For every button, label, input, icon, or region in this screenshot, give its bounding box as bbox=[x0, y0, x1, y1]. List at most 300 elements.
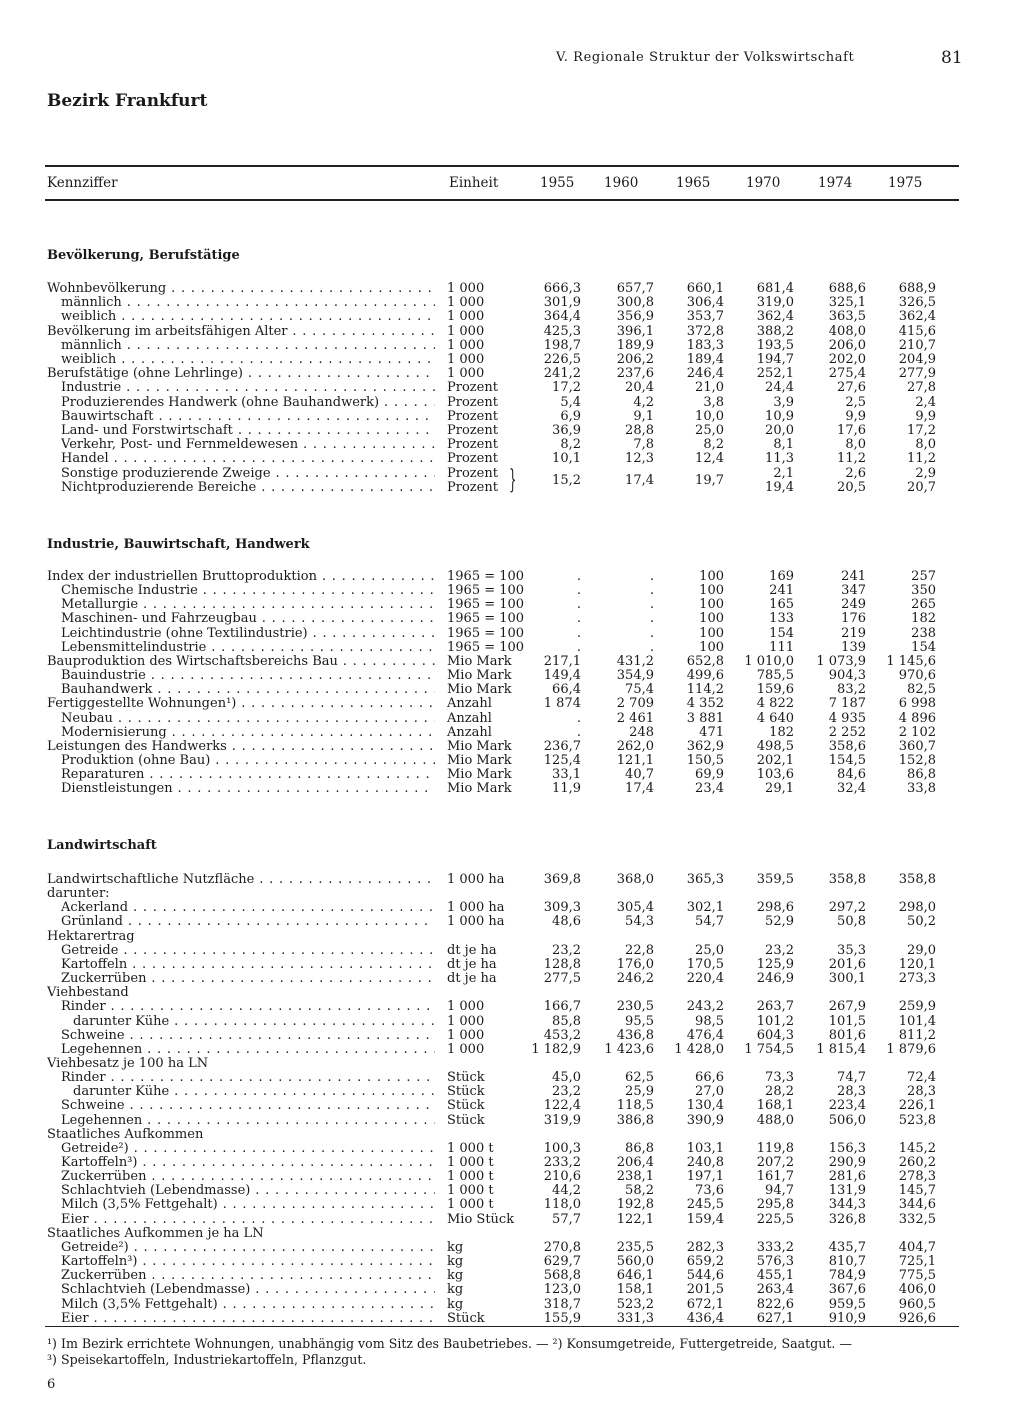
table-cell: 86,8 bbox=[625, 1140, 654, 1156]
merged-value: 17,4 bbox=[625, 473, 654, 488]
row-unit: 1 000 bbox=[447, 295, 485, 311]
row-label: Leistungen des Handwerks . . . bbox=[47, 740, 435, 754]
table-cell: 415,6 bbox=[898, 323, 936, 339]
table-cell: 681,4 bbox=[756, 281, 794, 296]
table-row bbox=[0, 972, 1024, 986]
table-row bbox=[0, 396, 1024, 410]
table-row bbox=[0, 325, 1024, 339]
table-cell: 970,6 bbox=[898, 668, 936, 684]
row-label: Zuckerrüben . . . bbox=[61, 972, 435, 986]
table-cell: 568,8 bbox=[543, 1268, 581, 1284]
table-cell: 100 bbox=[699, 597, 724, 613]
table-cell: . bbox=[576, 569, 581, 584]
footnote-line: ³) Speisekartoffeln, Industriekartoffeln, Pflanzgut. bbox=[47, 1352, 367, 1367]
row-unit: Mio Mark bbox=[447, 738, 512, 754]
table-cell: 301,9 bbox=[543, 295, 581, 311]
row-label: Modernisierung . . . bbox=[61, 726, 435, 740]
table-cell: 159,4 bbox=[686, 1211, 724, 1227]
row-unit: 1965 = 100 bbox=[447, 625, 525, 641]
table-cell: 83,2 bbox=[837, 682, 866, 698]
table-row bbox=[0, 612, 1024, 626]
table-cell: 4 352 bbox=[686, 696, 724, 712]
table-cell: 388,2 bbox=[756, 323, 794, 339]
row-unit: Mio Mark bbox=[447, 767, 512, 783]
table-cell: 1 010,0 bbox=[744, 653, 794, 669]
table-cell: 155,9 bbox=[543, 1310, 581, 1326]
table-row bbox=[0, 1198, 1024, 1212]
table-cell: 408,0 bbox=[828, 323, 866, 339]
table-cell: 74,7 bbox=[837, 1070, 866, 1086]
table-cell: 259,9 bbox=[898, 999, 936, 1015]
table-cell: 275,4 bbox=[828, 366, 866, 382]
table-cell: 230,5 bbox=[616, 999, 654, 1015]
table-cell: 193,5 bbox=[756, 337, 794, 353]
column-header-year: 1975 bbox=[888, 175, 923, 191]
table-cell: 237,6 bbox=[616, 366, 654, 382]
table-cell: 210,7 bbox=[898, 337, 936, 353]
table-cell: 217,1 bbox=[543, 653, 581, 669]
row-unit: 1 000 bbox=[447, 281, 485, 296]
row-unit: kg bbox=[447, 1239, 464, 1255]
table-cell: 170,5 bbox=[686, 956, 724, 972]
row-label: Eier . . . bbox=[61, 1213, 435, 1227]
table-cell: 1 423,6 bbox=[604, 1041, 654, 1057]
table-row bbox=[0, 726, 1024, 740]
table-row bbox=[0, 1227, 1024, 1241]
table-cell: 24,4 bbox=[765, 380, 794, 396]
table-cell: 306,4 bbox=[686, 295, 724, 311]
table-cell: 100 bbox=[699, 625, 724, 641]
row-unit: dt je ha bbox=[447, 971, 497, 987]
row-label: Bauproduktion des Wirtschaftsbereichs Bau . . . bbox=[47, 655, 435, 669]
table-cell: 309,3 bbox=[543, 900, 581, 916]
table-cell: 811,2 bbox=[898, 1027, 936, 1043]
table-cell: 118,5 bbox=[616, 1098, 654, 1114]
row-label: Berufstätige (ohne Lehrlinge) . . . bbox=[47, 367, 435, 381]
table-cell: . bbox=[576, 597, 581, 613]
signature-mark: 6 bbox=[47, 1377, 56, 1392]
table-row bbox=[0, 655, 1024, 669]
row-unit: 1 000 bbox=[447, 999, 485, 1015]
table-cell: 2 252 bbox=[828, 724, 866, 740]
table-cell: 241 bbox=[841, 569, 866, 584]
table-row bbox=[0, 712, 1024, 726]
table-cell: 241,2 bbox=[543, 366, 581, 382]
table-cell: 12,3 bbox=[625, 451, 654, 467]
table-cell: 2 461 bbox=[616, 710, 654, 726]
table-cell: 82,5 bbox=[907, 682, 936, 698]
row-label: Rinder . . . bbox=[61, 1071, 435, 1085]
table-cell: 125,4 bbox=[543, 752, 581, 768]
row-label: darunter Kühe . . . bbox=[73, 1015, 435, 1029]
table-cell: 85,8 bbox=[552, 1013, 581, 1029]
table-cell: 8,0 bbox=[915, 437, 936, 453]
row-label: Land- und Forstwirtschaft . . . bbox=[61, 424, 435, 438]
table-cell: 2,6 bbox=[845, 465, 866, 481]
table-cell: 300,1 bbox=[828, 971, 866, 987]
table-cell: 319,9 bbox=[543, 1112, 581, 1128]
table-cell: 326,8 bbox=[828, 1211, 866, 1227]
table-cell: 404,7 bbox=[898, 1239, 936, 1255]
row-unit: 1 000 bbox=[447, 352, 485, 367]
table-cell: 471 bbox=[699, 724, 724, 740]
row-label: Schlachtvieh (Lebendmasse) . . . bbox=[61, 1283, 435, 1297]
row-label: Industrie . . . bbox=[61, 381, 435, 395]
table-cell: . bbox=[576, 625, 581, 641]
table-cell: 576,3 bbox=[756, 1254, 794, 1270]
table-cell: 498,5 bbox=[756, 738, 794, 754]
row-label: Getreide . . . bbox=[61, 944, 435, 958]
row-label: Bauhandwerk . . . bbox=[61, 683, 435, 697]
table-cell: 17,2 bbox=[552, 380, 581, 396]
row-label: Rinder . . . bbox=[61, 1000, 435, 1014]
table-cell: 11,3 bbox=[765, 451, 794, 467]
row-unit: Stück bbox=[447, 1310, 485, 1326]
table-cell: 1 815,4 bbox=[816, 1041, 866, 1057]
table-cell: 362,4 bbox=[756, 309, 794, 325]
table-cell: 128,8 bbox=[543, 956, 581, 972]
row-unit: Prozent bbox=[447, 380, 498, 396]
table-cell: 436,8 bbox=[616, 1027, 654, 1043]
table-cell: 4 822 bbox=[756, 696, 794, 712]
table-cell: 119,8 bbox=[756, 1140, 794, 1156]
table-row bbox=[0, 958, 1024, 972]
row-label: Kartoffeln³) . . . bbox=[61, 1156, 435, 1170]
table-row bbox=[0, 1114, 1024, 1128]
table-cell: 131,9 bbox=[828, 1183, 866, 1199]
table-cell: . bbox=[649, 583, 654, 599]
table-cell: 359,5 bbox=[756, 872, 794, 887]
row-unit: Anzahl bbox=[447, 696, 492, 712]
table-row bbox=[0, 381, 1024, 395]
table-row bbox=[0, 598, 1024, 612]
table-row bbox=[0, 1085, 1024, 1099]
merge-brace: } bbox=[509, 465, 517, 495]
table-cell: 354,9 bbox=[616, 668, 654, 684]
table-cell: 114,2 bbox=[686, 682, 724, 698]
row-unit: 1 000 bbox=[447, 309, 485, 325]
table-cell: 206,2 bbox=[616, 352, 654, 367]
table-cell: 23,2 bbox=[552, 1084, 581, 1100]
table-row bbox=[0, 1015, 1024, 1029]
table-cell: 20,0 bbox=[765, 423, 794, 438]
table-cell: 235,5 bbox=[616, 1239, 654, 1255]
table-cell: 17,4 bbox=[625, 781, 654, 797]
row-label: männlich . . . bbox=[61, 339, 435, 353]
table-cell: 189,9 bbox=[616, 337, 654, 353]
table-cell: 145,7 bbox=[898, 1183, 936, 1199]
table-cell: 66,4 bbox=[552, 682, 581, 698]
table-row bbox=[0, 1057, 1024, 1071]
table-cell: . bbox=[576, 724, 581, 740]
table-cell: 33,8 bbox=[907, 781, 936, 797]
table-cell: 206,0 bbox=[828, 337, 866, 353]
row-label: Eier . . . bbox=[61, 1312, 435, 1326]
table-cell: 544,6 bbox=[686, 1268, 724, 1284]
table-cell: 281,6 bbox=[828, 1169, 866, 1185]
table-cell: 219 bbox=[841, 625, 866, 641]
row-unit: Prozent bbox=[447, 423, 498, 438]
table-cell: 20,7 bbox=[907, 479, 936, 495]
table-cell: 189,4 bbox=[686, 352, 724, 367]
chapter-header: V. Regionale Struktur der Volkswirtschaft bbox=[556, 50, 855, 65]
table-cell: 166,7 bbox=[543, 999, 581, 1015]
table-cell: 182 bbox=[911, 611, 936, 627]
table-cell: 23,2 bbox=[765, 942, 794, 958]
table-cell: 32,4 bbox=[837, 781, 866, 797]
table-cell: 3 881 bbox=[686, 710, 724, 726]
row-unit: 1 000 bbox=[447, 1013, 485, 1029]
table-cell: 204,9 bbox=[898, 352, 936, 367]
table-cell: 1 182,9 bbox=[531, 1041, 581, 1057]
table-cell: 801,6 bbox=[828, 1027, 866, 1043]
row-label: Kartoffeln . . . bbox=[61, 958, 435, 972]
table-cell: 295,8 bbox=[756, 1197, 794, 1213]
table-cell: 488,0 bbox=[756, 1112, 794, 1128]
table-cell: 8,2 bbox=[703, 437, 724, 453]
table-cell: 201,5 bbox=[686, 1282, 724, 1298]
merged-value: 19,7 bbox=[695, 473, 724, 488]
table-cell: 27,0 bbox=[695, 1084, 724, 1100]
table-cell: 1 428,0 bbox=[674, 1041, 724, 1057]
table-row bbox=[0, 901, 1024, 915]
table-cell: 54,3 bbox=[625, 914, 654, 930]
table-cell: 435,7 bbox=[828, 1239, 866, 1255]
row-unit: 1965 = 100 bbox=[447, 569, 525, 584]
footnote-line: ¹) Im Bezirk errichtete Wohnungen, unabhängig vom Sitz des Baubetriebes. — ²) Konsumgetreide, Futtergetreide, Saatgut. — bbox=[47, 1336, 852, 1351]
table-cell: 73,6 bbox=[695, 1183, 724, 1199]
table-cell: 368,0 bbox=[616, 872, 654, 887]
table-row bbox=[0, 282, 1024, 296]
row-label: Legehennen . . . bbox=[61, 1043, 435, 1057]
column-header-year: 1970 bbox=[746, 175, 781, 191]
footnotes bbox=[47, 1336, 967, 1368]
row-unit: 1 000 bbox=[447, 323, 485, 339]
table-cell: 358,6 bbox=[828, 738, 866, 754]
table-cell: 358,8 bbox=[828, 872, 866, 887]
section-title: Industrie, Bauwirtschaft, Handwerk bbox=[47, 537, 310, 552]
merged-value: 15,2 bbox=[552, 473, 581, 488]
table-cell: 302,1 bbox=[686, 900, 724, 916]
table-cell: 121,1 bbox=[616, 752, 654, 768]
table-cell: 499,6 bbox=[686, 668, 724, 684]
table-cell: 23,4 bbox=[695, 781, 724, 797]
table-cell: 11,2 bbox=[837, 451, 866, 467]
row-label: Schlachtvieh (Lebendmasse) . . . bbox=[61, 1184, 435, 1198]
table-cell: 10,0 bbox=[695, 408, 724, 424]
table-row bbox=[0, 768, 1024, 782]
table-cell: 356,9 bbox=[616, 309, 654, 325]
table-cell: 8,2 bbox=[560, 437, 581, 453]
row-label: Verkehr, Post- und Fernmeldewesen . . . bbox=[61, 438, 435, 452]
row-unit: 1 000 bbox=[447, 366, 485, 382]
row-unit: 1 000 t bbox=[447, 1183, 494, 1199]
table-cell: 672,1 bbox=[686, 1296, 724, 1312]
table-cell: 17,2 bbox=[907, 423, 936, 438]
column-header-kennziffer: Kennziffer bbox=[47, 175, 118, 191]
table-cell: 25,9 bbox=[625, 1084, 654, 1100]
table-cell: . bbox=[649, 639, 654, 655]
table-cell: 139 bbox=[841, 639, 866, 655]
table-cell: 523,8 bbox=[898, 1112, 936, 1128]
table-cell: 238,1 bbox=[616, 1169, 654, 1185]
row-unit: Mio Mark bbox=[447, 682, 512, 698]
table-cell: 75,4 bbox=[625, 682, 654, 698]
table-row bbox=[0, 944, 1024, 958]
table-cell: 362,4 bbox=[898, 309, 936, 325]
table-cell: 9,9 bbox=[915, 408, 936, 424]
table-cell: 627,1 bbox=[756, 1310, 794, 1326]
row-unit: Prozent bbox=[447, 479, 498, 495]
table-cell: 6 998 bbox=[898, 696, 936, 712]
table-cell: 353,7 bbox=[686, 309, 724, 325]
table-cell: 133 bbox=[769, 611, 794, 627]
table-cell: 252,1 bbox=[756, 366, 794, 382]
table-cell: 657,7 bbox=[616, 281, 654, 296]
table-cell: 44,2 bbox=[552, 1183, 581, 1199]
table-cell: 202,0 bbox=[828, 352, 866, 367]
table-cell: 118,0 bbox=[543, 1197, 581, 1213]
table-cell: 176,0 bbox=[616, 956, 654, 972]
table-cell: 406,0 bbox=[898, 1282, 936, 1298]
table-cell: 246,4 bbox=[686, 366, 724, 382]
table-cell: 169 bbox=[769, 569, 794, 584]
table-cell: 207,2 bbox=[756, 1155, 794, 1170]
row-label: Bauwirtschaft . . . bbox=[61, 410, 435, 424]
row-unit: Stück bbox=[447, 1112, 485, 1128]
column-header-year: 1965 bbox=[676, 175, 711, 191]
table-cell: 10,9 bbox=[765, 408, 794, 424]
table-cell: 246,9 bbox=[756, 971, 794, 987]
table-cell: 23,2 bbox=[552, 942, 581, 958]
table-cell: 263,4 bbox=[756, 1282, 794, 1298]
table-cell: . bbox=[576, 611, 581, 627]
row-label: Landwirtschaftliche Nutzfläche . . . bbox=[47, 873, 435, 887]
table-cell: 29,0 bbox=[907, 942, 936, 958]
table-cell: 278,3 bbox=[898, 1169, 936, 1185]
table-row bbox=[0, 310, 1024, 324]
table-cell: 646,1 bbox=[616, 1268, 654, 1284]
table-cell: 2 102 bbox=[898, 724, 936, 740]
row-label: Handel . . . bbox=[61, 452, 435, 466]
table-cell: 201,6 bbox=[828, 956, 866, 972]
table-cell: 152,8 bbox=[898, 752, 936, 768]
table-cell: 27,8 bbox=[907, 380, 936, 396]
table-cell: 156,3 bbox=[828, 1140, 866, 1156]
table-cell: 226,5 bbox=[543, 352, 581, 367]
table-cell: 246,2 bbox=[616, 971, 654, 987]
table-cell: 100 bbox=[699, 611, 724, 627]
row-label: Fertiggestellte Wohnungen¹) . . . bbox=[47, 697, 435, 711]
table-cell: 12,4 bbox=[695, 451, 724, 467]
table-cell: 784,9 bbox=[828, 1268, 866, 1284]
table-cell: 277,5 bbox=[543, 971, 581, 987]
row-label: Legehennen . . . bbox=[61, 1114, 435, 1128]
table-cell: 6,9 bbox=[560, 408, 581, 424]
table-cell: 2,4 bbox=[915, 394, 936, 410]
page-title: Bezirk Frankfurt bbox=[47, 91, 208, 111]
table-row bbox=[0, 1213, 1024, 1227]
table-cell: 241 bbox=[769, 583, 794, 599]
table-row bbox=[0, 1283, 1024, 1297]
table-cell: 386,8 bbox=[616, 1112, 654, 1128]
row-label: Neubau . . . bbox=[61, 712, 435, 726]
row-unit: Stück bbox=[447, 1098, 485, 1114]
table-cell: 176 bbox=[841, 611, 866, 627]
row-unit: 1965 = 100 bbox=[447, 597, 525, 613]
table-cell: 688,6 bbox=[828, 281, 866, 296]
table-cell: 238 bbox=[911, 625, 936, 641]
table-cell: 363,5 bbox=[828, 309, 866, 325]
row-unit: 1 000 bbox=[447, 337, 485, 353]
row-label: Index der industriellen Bruttoproduktion . . . bbox=[47, 570, 435, 584]
page-number: 81 bbox=[941, 48, 963, 68]
table-row bbox=[0, 669, 1024, 683]
table-cell: 100 bbox=[699, 639, 724, 655]
table-cell: 154 bbox=[911, 639, 936, 655]
table-cell: 810,7 bbox=[828, 1254, 866, 1270]
table-cell: 210,6 bbox=[543, 1169, 581, 1185]
row-label: Sonstige produzierende Zweige . . . bbox=[61, 467, 435, 481]
row-unit: Prozent bbox=[447, 394, 498, 410]
table-cell: 960,5 bbox=[898, 1296, 936, 1312]
table-cell: 145,2 bbox=[898, 1140, 936, 1156]
table-cell: 20,4 bbox=[625, 380, 654, 396]
row-label: Viehbesatz je 100 ha LN bbox=[47, 1056, 209, 1071]
table-row bbox=[0, 683, 1024, 697]
table-cell: 52,9 bbox=[765, 914, 794, 930]
row-label: Lebensmittelindustrie . . . bbox=[61, 641, 435, 655]
row-unit: kg bbox=[447, 1268, 464, 1284]
table-row bbox=[0, 986, 1024, 1000]
table-cell: . bbox=[649, 569, 654, 584]
table-cell: 223,4 bbox=[828, 1098, 866, 1114]
table-cell: 197,1 bbox=[686, 1169, 724, 1185]
row-unit: Prozent bbox=[447, 437, 498, 453]
table-cell: 103,6 bbox=[756, 767, 794, 783]
table-cell: 58,2 bbox=[625, 1183, 654, 1199]
table-cell: 17,6 bbox=[837, 423, 866, 438]
row-unit: Stück bbox=[447, 1084, 485, 1100]
table-cell: 28,8 bbox=[625, 423, 654, 438]
table-cell: 226,1 bbox=[898, 1098, 936, 1114]
table-cell: 282,3 bbox=[686, 1239, 724, 1255]
table-cell: 11,9 bbox=[552, 781, 581, 797]
table-row bbox=[0, 1298, 1024, 1312]
table-cell: 27,6 bbox=[837, 380, 866, 396]
row-unit: kg bbox=[447, 1282, 464, 1298]
table-cell: 267,9 bbox=[828, 999, 866, 1015]
table-cell: 476,4 bbox=[686, 1027, 724, 1043]
table-cell: 4 935 bbox=[828, 710, 866, 726]
table-cell: 369,8 bbox=[543, 872, 581, 887]
table-row bbox=[0, 353, 1024, 367]
table-header-rule bbox=[45, 199, 959, 201]
table-cell: 333,2 bbox=[756, 1239, 794, 1255]
table-cell: . bbox=[576, 710, 581, 726]
table-cell: 28,3 bbox=[837, 1084, 866, 1100]
table-cell: 19,4 bbox=[765, 479, 794, 495]
row-label: Leichtindustrie (ohne Textilindustrie) . . . bbox=[61, 627, 435, 641]
table-cell: 425,3 bbox=[543, 323, 581, 339]
table-cell: 1 879,6 bbox=[886, 1041, 936, 1057]
row-unit: Mio Mark bbox=[447, 781, 512, 797]
table-cell: 202,1 bbox=[756, 752, 794, 768]
table-cell: 298,0 bbox=[898, 900, 936, 916]
row-unit: dt je ha bbox=[447, 942, 497, 958]
row-unit: 1 000 t bbox=[447, 1169, 494, 1185]
table-cell: 225,5 bbox=[756, 1211, 794, 1227]
